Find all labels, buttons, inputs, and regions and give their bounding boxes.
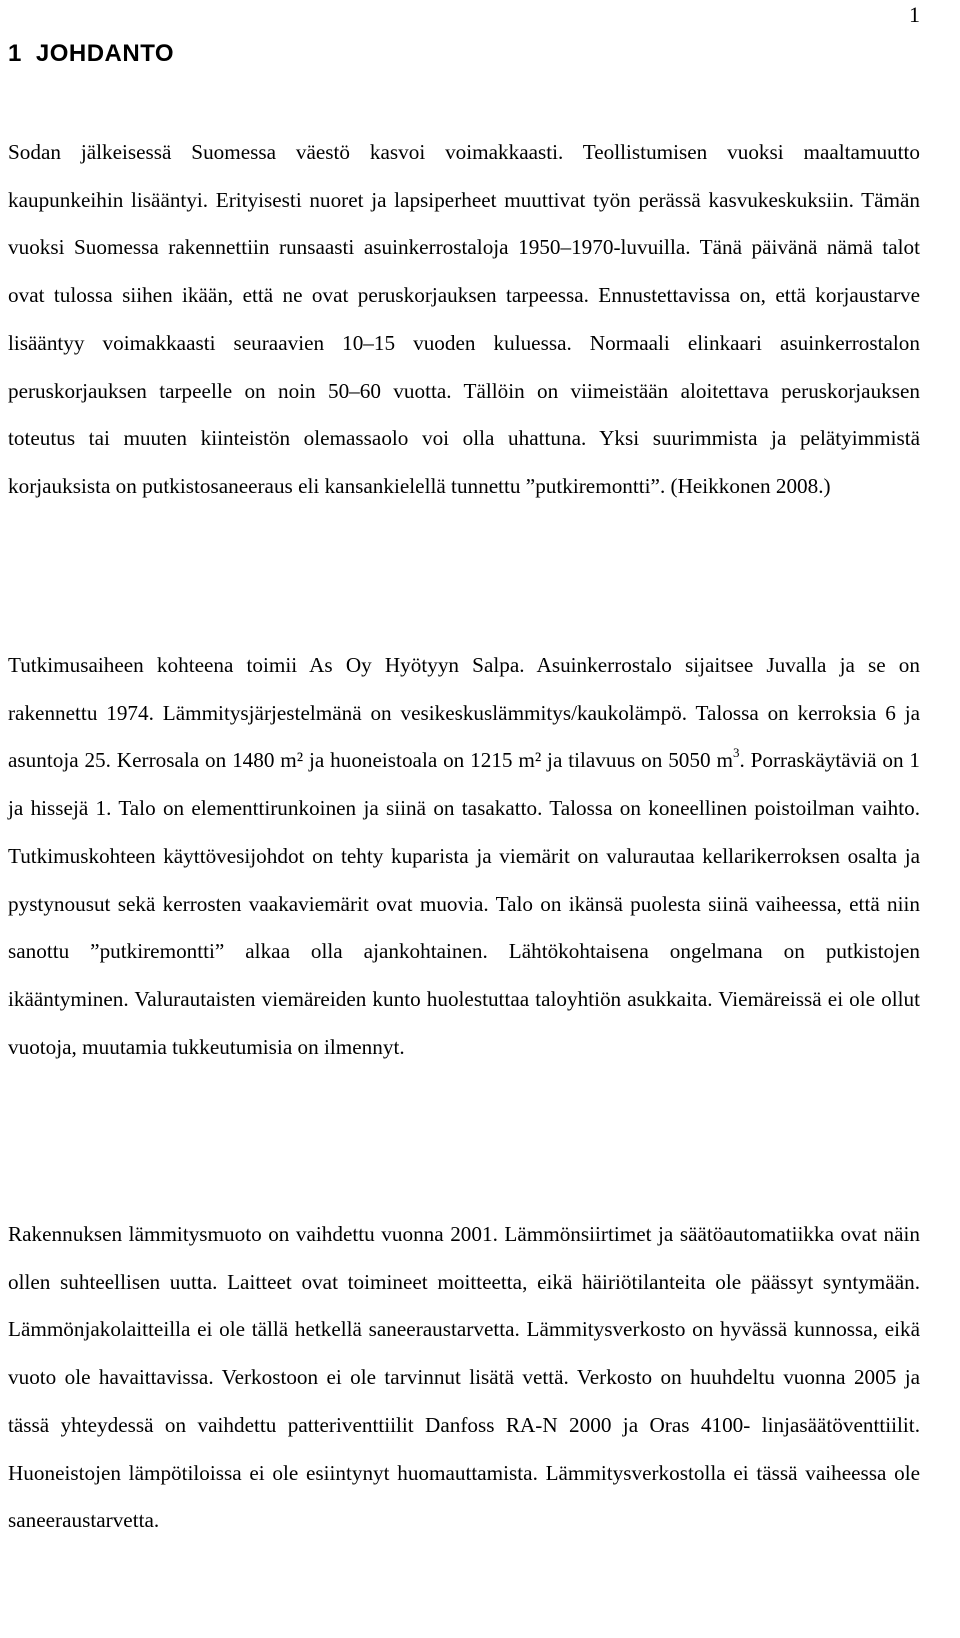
chapter-title: JOHDANTO [35,40,175,67]
chapter-heading [8,40,174,68]
chapter-number: 1 [8,40,22,67]
superscript: 3 [732,745,740,761]
paragraph-text-part: . Porraskäytäviä on 1 ja hissejä 1. Talo on elementtirunkoinen ja siinä on tasakatto. Talossa on koneellinen poistoilman vaihto. Tutkimuskohteen käyttövesijohdot on tehty kuparista ja viemärit on valurautaa kellarikerroksen osalta ja pystynousut sekä kerrosten vaakaviemärit ovat muovia. Talo on ikänsä puolesta siinä vaiheessa, että niin sanottu ”putkiremontti” alkaa olla ajankohtainen. Lähtökohtaisena ongelmana on putkistojen ikääntyminen. Valurautaisten viemäreiden kunto huolestuttaa taloyhtiön asukkaita. Viemäreissä ei ole ollut vuotoja, muutamia tukkeutumisia on ilmennyt. [8,748,920,1059]
paragraph-heating [8,1211,920,1545]
page-number: 1 [909,2,920,27]
paragraph-text: Sodan jälkeisessä Suomessa väestö kasvoi voimakkaasti. Teollistumisen vuoksi maaltamuutto kaupunkeihin lisääntyi. Erityisesti nuoret ja lapsiperheet muuttivat työn perässä kasvukeskuksiin. Tämän vuoksi Suomessa rakennettiin runsaasti asuinkerrostaloja 1950–1970-luvuilla. Tänä päivänä nämä talot ovat tulossa siihen ikään, että ne ovat peruskorjauksen tarpeessa. Ennustettavissa on, että korjaustarve lisääntyy voimakkaasti seuraavien 10–15 vuoden kuluessa. Normaali elinkaari asuinkerrostalon peruskorjauksen tarpeelle on noin 50–60 vuotta. Tällöin on viimeistään aloitettava peruskorjauksen toteutus tai muuten kiinteistön olemassaolo voi olla uhattuna. Yksi suurimmista ja pelätyimmistä korjauksista on putkistosaneeraus eli kansankielellä tunnettu ”putkiremontti”. (Heikkonen 2008.) [8,140,920,498]
paragraph-intro [8,129,920,511]
paragraph-text-part: Tutkimusaiheen kohteena toimii As Oy Hyötyyn Salpa. Asuinkerrostalo sijaitsee Juvalla ja se on rakennettu 1974. Lämmitysjärjestelmänä on vesikeskuslämmitys/kaukolämpö. Talossa on kerroksia 6 ja asuntoja 25. Kerrosala on 1480 m² ja huoneistoala on 1215 m² ja tilavuus on 5050 m [8,653,920,773]
paragraph-research-subject [8,642,920,1071]
paragraph-text [8,642,920,1071]
paragraph-text: Rakennuksen lämmitysmuoto on vaihdettu vuonna 2001. Lämmönsiirtimet ja säätöautomatiikka ovat näin ollen suhteellisen uutta. Laitteet ovat toimineet moitteetta, eikä häiriötilanteita ole päässyt syntymään. Lämmönjakolaitteilla ei ole tällä hetkellä saneeraustarvetta. Lämmitysverkosto on hyvässä kunnossa, eikä vuoto ole havaittavissa. Verkostoon ei ole tarvinnut lisätä vettä. Verkosto on huuhdeltu vuonna 2005 ja tässä yhteydessä on vaihdettu patteriventtiilit Danfoss RA-N 2000 ja Oras 4100- linjasäätöventtiilit. Huoneistojen lämpötiloissa ei ole esiintynyt huomauttamista. Lämmitysverkostolla ei tässä vaiheessa ole saneeraustarvetta. [8,1222,920,1533]
